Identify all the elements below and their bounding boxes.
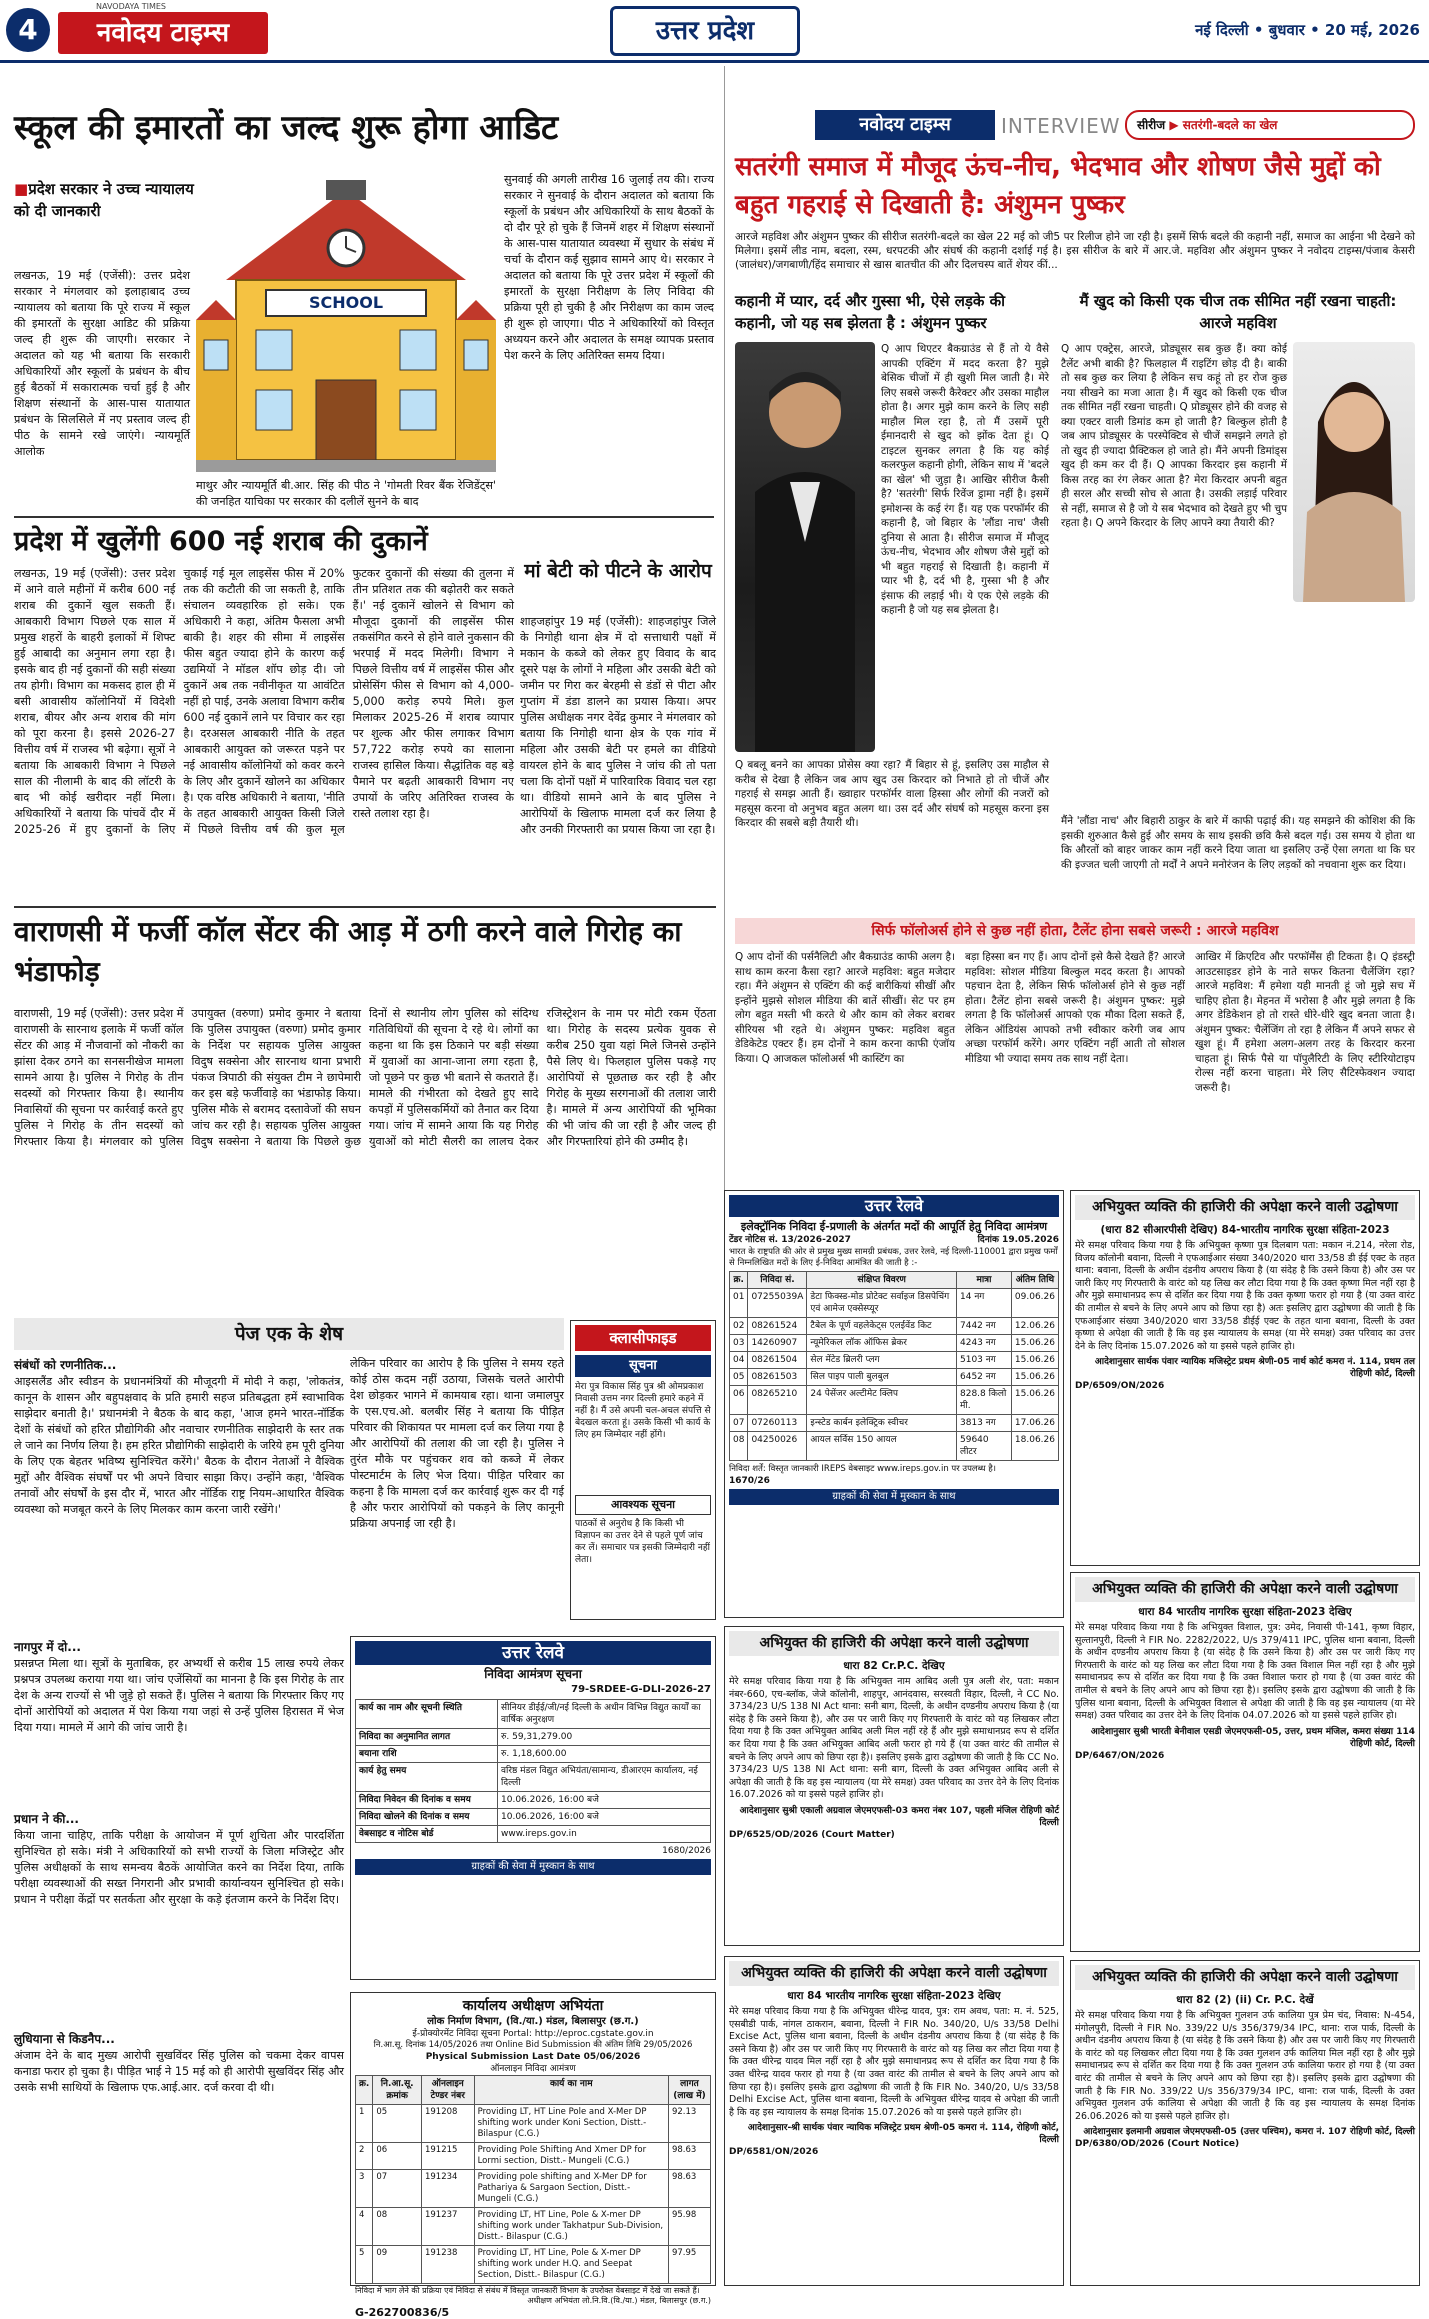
tender2-box [350, 1636, 716, 1980]
tender2-table [355, 1699, 711, 1843]
table-header: क्र. [356, 2076, 373, 2105]
notice-code: DP/6467/ON/2026 [1075, 1750, 1165, 1761]
notice-body: मेरे समक्ष परिवाद किया गया है कि अभियुक्त गुलशन उर्फ कालिया पुत्र प्रेम चंद, निवास: N-454, मंगोलपुरी, दिल्ली ने FIR No. 339/22 U/s 356/379/34 IPC, थाना: राज पार्क, दिल्ली के अधीन दंडनीय अपराध किया है (या संदेह है कि उसने किया है) और उस पर जारी किए गए गिरफ्तारी के वारंट को यह लिखकर लौटा दिया गया है कि उक्त गुलशन उर्फ कालिया मिल नहीं रहा है और मुझे समाधानप्रद रूप से दर्शित कर दिया गया है कि उक्त गुलशन उर्फ कालिया फरार हो गया है (या उक्त वारंट की तामील से बचने के लिए अपने आप को छिपा रहा है)। इसलिए इसके द्वारा उद्घोषणा की जाती है कि FIR No. 339/22 U/s 356/379/34 IPC, थाना: राज पार्क, दिल्ली के उक्त अभियुक्त गुलशन उर्फ कालिया से अपेक्षा की जाती है कि वह इस न्यायालय के समक्ष दिनांक 26.06.2026 को या इससे पहले हाजिर हो। [1075, 2010, 1415, 2122]
school-kicker: ■प्रदेश सरकार ने उच्च न्यायालय को दी जानकारी [14, 180, 194, 220]
table-cell: 191234 [421, 2170, 474, 2208]
table-cell: 59640 लीटर [957, 1432, 1012, 1461]
masthead [0, 0, 1429, 62]
interview-tag: INTERVIEW [1001, 114, 1121, 138]
table-header: अंतिम तिथि [1011, 1272, 1058, 1289]
school-headline: स्कूल की इमारतों का जल्द शुरू होगा आडिट [14, 108, 559, 148]
table-cell: निविदा खोलने की दिनांक व समय [356, 1809, 498, 1826]
table-row [356, 1826, 711, 1843]
tender3-sign: अधीक्षण अभियंता लो.नि.वि.(वि./या.) मंडल, बिलासपुर (छ.ग.) [527, 2296, 711, 2305]
table-cell: निविदा का अनुमानित लागत [356, 1729, 498, 1746]
left-q2: Q बबलू बनने का आपका प्रोसेस क्या रहा? मैं बिहार से हूं, इसलिए उस माहौल से करीब से देखा है लेकिन जब आप खुद उस किरदार को निभाते हो तो चीजें और गहराई से समझ आती हैं। ख्वाहार परफॉर्मर वाला हिस्सा और लोगों की नजरों को महसूस करना वो अनुभव बहुत अलग था। उस दर्द और संघर्ष को महसूस करना इस किरदार की सबसे बड़ी तैयारी थी। [735, 759, 1049, 829]
table-cell: 05 [730, 1369, 748, 1386]
notice-sub: धारा 82 (2) (ii) Cr. P.C. देखें [1176, 1994, 1314, 2006]
table-header: निविदा सं. [748, 1272, 807, 1289]
page-number: 4 [18, 13, 38, 46]
interview-banner-text: सिर्फ फॉलोअर्स होने से कुछ नहीं होता, टैलेंट होना सबसे जरूरी : आरजे महविश [871, 923, 1279, 939]
notice-body: मेरे समक्ष परिवाद किया गया है कि अभियुक्त नाम आबिद अली पुत्र अली शेर, पता: मकान नंबर-660, एच-ब्लॉक, जेजे कॉलोनी, शाहपुर, आनंदवास, सरस्वती विहार, दिल्ली, ने CC No. 3734/23 U/S 138 NI Act थाना: सनी बाग, दिल्ली, के अधीन दण्डनीय अपराध किया है (या संदेह है कि उसने किया है), और उस पर जारी किए गए गिरफ्तारी के वारंट को यह लिखकर लौटा दिया गया है कि उक्त अभियुक्त आबिद अली मिल नहीं रहे हैं और मुझे समाधानप्रद रूप से दर्शित कर दिया गया है कि उक्त अभियुक्त आबिद अली फरार हो गये हैं (या उक्त वारंट की तामील से बचने के लिए अपने आप को छिपा रहा है)। इसलिए इसके द्वारा उद्घोषणा की जाती है कि CC No. 3734/23 U/S 138 NI Act थाना: सनी बाग, दिल्ली के उक्त अभियुक्त आबिद अली से अपेक्षा की जाती है कि वह इस न्यायालय (या मेरे समक्ष) उक्त परिवाद का उत्तर देने के लिए दिनांक 16.07.2026 को या इससे पहले हाजिर हो। [729, 1676, 1059, 1801]
school-illustration [196, 180, 496, 475]
interview-brand [815, 110, 995, 140]
table-cell: 02 [730, 1318, 748, 1335]
table-cell: www.ireps.gov.in [498, 1826, 711, 1843]
notice-head: अभियुक्त की हाजिरी की अपेक्षा करने वाली उद्घोषणा [729, 1631, 1059, 1656]
table-cell: 191238 [421, 2246, 474, 2284]
anshuman-photo [735, 342, 875, 752]
notice-body: मेरे समक्ष परिवाद किया गया है कि अभियुक्त विशाल, पुत्र: उमेद, निवासी पी-141, कृष्ण विहार, सुल्तानपुरी, दिल्ली ने FIR No. 2282/2022, U/s 379/411 IPC, पुलिस थाना बवाना, दिल्ली के अधीन दण्डनीय अपराध किया है (या संदेह है कि उसने किया है) और उस पर जारी किए गए गिरफ्तारी के वारंट को यह लिख कर लौटा दिया गया है कि उक्त विशाल मिल नहीं रहा है और मुझे समाधानप्रद रूप से दर्शित कर दिया गया है कि उक्त विशाल फरार हो गया है (या उक्त वारंट की तामील से बचने के लिए अपने आप को छिपा रहा है)। इसलिए इसके द्वारा उद्घोषणा की जाती है कि पुलिस थाना बवाना, दिल्ली के अभियुक्त विशाल से अपेक्षा की जाती है कि वह इस न्यायालय (या मेरे समक्ष) उक्त परिवाद का उत्तर देने के लिए दिनांक 04.07.2026 को या इससे पहले हाजिर हो। [1075, 1622, 1415, 1722]
table-cell: 2 [356, 2143, 373, 2170]
notice-head: अभियुक्त व्यक्ति की हाजिरी की अपेक्षा करने वाली उद्घोषणा [1075, 1965, 1415, 1990]
table-row [730, 1318, 1059, 1335]
school-body-right: सुनवाई की अगली तारीख 16 जुलाई तय की। राज्य सरकार ने सुनवाई के दौरान अदालत को बताया कि स्कूलों के प्रबंधन और अधिकारियों के साथ बैठकों के दो दौर पूरे हो चुके हैं जिनमें शहर में शिक्षण संस्थानों के आस-पास यातायात व्यवस्था में सुधार के संबंध में चर्चा के दौरान कई सुझाव सामने आए थे। सरकार ने अदालत को बताया कि पूरे उत्तर प्रदेश में स्कूलों की इमारतों के सुरक्षा निरीक्षण के लिए निविदा की प्रक्रिया पूरी हो चुकी है और निरीक्षण का काम जल्द ही शुरू हो जाएगा। पीठ ने अधिकारियों को विस्तृत अध्ययन करने और अदालत के समक्ष व्यापक प्रस्ताव पेश करने के लिए अतिरिक्त समय दिया। [504, 173, 714, 362]
table-cell: 98.63 [668, 2143, 710, 2170]
table-cell: 05 [373, 2105, 422, 2143]
notice-sub: धारा 82 Cr.P.C. देखिए [843, 1660, 945, 1672]
table-cell: 08261504 [748, 1352, 807, 1369]
tender1-table [729, 1271, 1059, 1461]
table-cell: रु. 59,31,279.00 [498, 1729, 711, 1746]
tender3-dates: नि.आ.सू. दिनांक 14/05/2026 तथा Online Bid Submission की अंतिम तिथि 29/05/2026 [373, 2040, 693, 2050]
table-cell: 06 [373, 2143, 422, 2170]
school-sign-label: SCHOOL [308, 293, 384, 312]
page-one-col1 [14, 1356, 344, 2281]
table-cell: 03 [730, 1335, 748, 1352]
table-row [356, 1700, 711, 1729]
mother-headline: मां बेटी को पीटने के आरोप [524, 560, 712, 582]
table-cell: 3813 नग [957, 1415, 1012, 1432]
table-cell: टैबेल के पूर्ण वहलेकेट्स एलईवेंड किट [807, 1318, 957, 1335]
table-cell: 1 [356, 2105, 373, 2143]
table-cell: 24 पेसेंजर अल्टीमेट क्लिप [807, 1386, 957, 1415]
table-cell: सीनियर डीईई/जी/नई दिल्ली के अधीन विभिन्न विद्युत कार्यों का वार्षिक अनुरक्षण [498, 1700, 711, 1729]
table-cell: 10.06.2026, 16:00 बजे [498, 1792, 711, 1809]
table-row [356, 2246, 711, 2284]
interview-brand-text: नवोदय टाइम्स [859, 114, 951, 135]
court-notice [1070, 1572, 1420, 1952]
interview-intro: आरजे महविश और अंशुमन पुष्कर की सीरीज सतरंगी-बदले का खेल 22 मई को जी5 पर रिलीज होने जा रही है। इसमें सिर्फ बदले की कहानी नहीं, समाज का आईना भी देखने को मिलेगा। इसमें लीड नाम, बदला, रस्म, धरपटकी और संघर्ष की कहानी दर्शाई गई है। इस सीरीज के बारे में आर.जे. महविश और अंशुमन पुष्कर ने नवोदय टाइम्स/पंजाब केसरी (जालंधर)/जगबाणी/हिंद समाचार से खास बातचीत की और दिलचस्प बातें शेयर कीं... [735, 231, 1415, 271]
interview-section [724, 66, 1420, 1216]
tender1-title: इलेक्ट्रॉनिक निविदा ई-प्रणाली के अंतर्गत मदों की आपूर्ति हेतु निविदा आमंत्रण [740, 1220, 1048, 1233]
table-cell: 6452 नग [957, 1369, 1012, 1386]
table-row [356, 1746, 711, 1763]
tender3-org: कार्यालय अधीक्षण अभियंता [462, 1998, 604, 2014]
table-row [730, 1352, 1059, 1369]
table-cell: 04250026 [748, 1432, 807, 1461]
table-header: क्र. [730, 1272, 748, 1289]
table-cell: 08261503 [748, 1369, 807, 1386]
rule [14, 516, 714, 518]
court-notice [724, 1626, 1064, 1946]
table-cell: 07255039A [748, 1289, 807, 1318]
section-title: उत्तर प्रदेश [655, 16, 755, 46]
table-cell: 07 [730, 1415, 748, 1432]
series-pre: सीरीज [1137, 118, 1166, 132]
table-row [356, 1729, 711, 1746]
court-notice [1070, 1960, 1420, 2286]
left-column-head: कहानी में प्यार, दर्द और गुस्सा भी, ऐसे लड़के की कहानी, जो यह सब झेलता है : अंशुमन पुष्कर [735, 292, 1006, 332]
notice-code: DP/6525/OD/2026 (Court Matter) [729, 1829, 895, 1840]
varanasi-body: वाराणसी, 19 मई (एजेंसी): उत्तर प्रदेश में वाराणसी के सारनाथ इलाके में फर्जी कॉल सेंटर की आड़ में नौजवानों को नौकरी का झांसा देकर ठगने का सनसनीखेज मामला सामने आया है। पुलिस ने गिरोह के तीन सदस्यों को गिरफ्तार किया है। स्थानीय निवासियों की सूचना पर कार्रवाई करते हुए पुलिस ने गिरोह के तीन सदस्यों को गिरफ्तार किया है। मंगलवार को पुलिस उपायुक्त (वरुणा) प्रमोद कुमार ने बताया कि पुलिस उपायुक्त (वरुणा) प्रमोद कुमार के निर्देश पर सहायक पुलिस आयुक्त विदुष सक्सेना और सारनाथ थाना प्रभारी पंकज त्रिपाठी की संयुक्त टीम ने छापेमारी कर इस बड़े फर्जीवाड़े का भंडाफोड़ किया। पुलिस मौके से बरामद दस्तावेजों की सघन जांच कर रही है। सहायक पुलिस आयुक्त विदुष सक्सेना ने बताया कि पिछले कुछ दिनों से स्थानीय लोग पुलिस को संदिग्ध गतिविधियों की सूचना दे रहे थे। लोगों का कहना था कि इस ठिकाने पर बड़ी संख्या में युवाओं का आना-जाना लगा रहता है, जो पूछने पर कुछ भी बताने से कतराते हैं। मामले की गंभीरता को देखते हुए सादे कपड़ों में पुलिसकर्मियों को तैनात कर दिया गया। जांच में सामने आया कि यह गिरोह युवाओं को मोटी सैलरी का लालच देकर रजिस्ट्रेशन के नाम पर मोटी रकम ऐंठता था। गिरोह के सदस्य प्रत्येक युवक से करीब 250 युवा यहां मिले जिनसे उन्होंने पैसे लिए थे। फिलहाल पुलिस पकड़े गए आरोपियों से पूछताछ कर रही है और गिरोह के मुख्य सरगनाओं की तलाश जारी है। मामले में अन्य आरोपियों की भूमिका की भी जांच की जा रही है और जल्द ही और गिरफ्तारियां होने की उम्मीद है। [14, 1007, 716, 1148]
table-cell: 14260907 [748, 1335, 807, 1352]
table-header: नि.आ.सू. क्रमांक [373, 2076, 422, 2105]
tender3-code: G-262700836/5 [355, 2306, 450, 2319]
brand-logo [58, 12, 268, 54]
classified-body: मेरा पुत्र विकास सिंह पुत्र श्री ओमप्रकाश निवासी उत्तम नगर दिल्ली हमारे कहने में नहीं है। मैं उसे अपनी चल-अचल संपत्ति से बेदखल करता हूं। उसके किसी भी कार्य के लिए हम जिम्मेदार नहीं होंगे। [575, 1382, 711, 1440]
table-cell: Providing LT, HT Line, Pole & X-mer DP shifting work under H.Q. and Seepat Section, Distt.- Bilaspur (C.G.) [474, 2246, 668, 2284]
notice-sign: आदेशानुसार-श्री सार्थक पंवार न्यायिक मजिस्ट्रेट प्रथम श्रेणी-05 कमरा नं. 114, रोहिणी कोर्ट, दिल्ली [747, 2123, 1059, 2146]
table-row [730, 1432, 1059, 1461]
person-photo-icon [1293, 342, 1415, 602]
tender3-last: Physical Submission Last Date 05/06/2026 [425, 2052, 641, 2062]
play-icon: ▶ [1169, 118, 1179, 132]
table-cell: 5103 नग [957, 1352, 1012, 1369]
tender3-note: निविदा में भाग लेने की प्रक्रिया एवं निविदा से संबंध में विस्तृत जानकारी विभाग के उपरोक्त वेबसाइट में देखे जा सकते हैं। [355, 2286, 700, 2295]
table-cell: निविदा निवेदन की दिनांक व समय [356, 1792, 498, 1809]
table-cell: 15.06.26 [1011, 1352, 1058, 1369]
liquor-headline: प्रदेश में खुलेंगी 600 नई शराब की दुकानें [14, 526, 428, 557]
dateline: नई दिल्ली • बुधवार • 20 मई, 2026 [1195, 21, 1420, 39]
table-cell: 5 [356, 2246, 373, 2284]
table-row [356, 1809, 711, 1826]
table-row [730, 1335, 1059, 1352]
notice-head: अभियुक्त व्यक्ति की हाजिरी की अपेक्षा करने वाली उद्घोषणा [1075, 1577, 1415, 1602]
notice-body: मेरे समक्ष परिवाद किया गया है कि अभियुक्त कृष्णा पुत्र दिलबाग पता: मकान नं.214, नरेला रोड, विजय कॉलोनी बवाना, दिल्ली ने एफआईआर संख्या 340/2020 धारा 33/58 डी ईई एक्ट के तहत थाना: बवाना, दिल्ली के अधीन दंडनीय अपराध किया है (या संदेह है कि उसने किया है) और उस पर जारी किए गए गिरफ्तारी के वारंट को यह लिख कर लौटा दिया गया है कि उक्त कृष्णा मिल नहीं रहा है और मुझे समाधानप्रद रूप से दर्शित कर दिया गया है कि उक्त कृष्णा फरार हो गया है (या उक्त वारंट की तामील से बचने के लिए अपने आप को छिपा रहा है) अतः इसलिए द्वारा उद्घोषणा की जाती है कि एफआईआर संख्या 340/2020 धारा 33/58 डीईई एक्ट के तहत थाना बवाना, दिल्ली के उक्त कृष्णा से अपेक्षा की जाती है कि वह इस न्यायालय के समक्ष (या मेरे समक्ष) उक्त परिवाद का उत्तर देने के लिए दिनांक 15.07.2026 को या इससे पहले हाजिर हो। [1075, 1240, 1415, 1352]
table-cell: सिल पाइप पाली बुलबुल [807, 1369, 957, 1386]
table-cell: 92.13 [668, 2105, 710, 2143]
right-qa: Q आप एक्ट्रेस, आरजे, प्रोड्यूसर सब कुछ हैं। क्या कोई टैलेंट अभी बाकी है? फिलहाल मैं राइटिंग छोड़ दी है। बाकी तो सब कुछ कर लिया है लेकिन सच कहूं तो हर रोज कुछ नया सीखने का मजा आता है। मैं खुद को किसी एक चीज तक सीमित नहीं रखना चाहती। Q प्रोड्यूसर होने की वजह से क्या एक्टर वाली डिमांड कम हो जाती है? बिल्कुल होती है जब आप प्रोड्यूसर के परस्पेक्टिव से चीजें समझने लगते हो तो खुद ही ज्यादा प्रैक्टिकल हो जाते हो। मैंने अपनी डिमांड्स खुद ही कम कर दी हैं। Q आपका किरदार इस कहानी में किस तरह का रंग लेकर आता है? मेरा किरदार अपनी बहुत ही सरल और सच्ची सोच से आता है। उसकी लड़ाई परिवार से नहीं, समाज से है जो ये सब भेदभाव को देखते हुए भी चुप रहता है। Q अपने किरदार के लिए आपने क्या तैयारी की? [1061, 343, 1287, 529]
table-cell: 08265210 [748, 1386, 807, 1415]
liquor-body: लखनऊ, 19 मई (एजेंसी): उत्तर प्रदेश में आने वाले महीनों में करीब 600 नई शराब की दुकानें खुल सकती हैं। आबकारी विभाग पिछले एक साल में प्रमुख शहरों के बाहरी इलाकों में शिफ्ट हुई आबादी का अनुमान लगा रहा है। इसके बाद ही नई दुकानों की सही संख्या तय होगी। विभाग का मकसद हाल ही में बसी आवासीय कॉलोनियों में विदेशी शराब, बीयर और अन्य शराब की मांग को पूरा करना है। इससे 2026-27 वित्तीय वर्ष में राजस्व भी बढ़ेगा। सूत्रों ने बताया कि आबकारी विभाग ने पिछले साल की नीलामी के बाद की लॉटरी के बाद भी कोई खरीदार नहीं मिला। अधिकारियों ने बताया कि पांचवें दौर में 2025-26 में हुए दुकानों के लिए चुकाई गई मूल लाइसेंस फीस में 20% तक की कटौती की जा सकती है, ताकि संचालन व्यवहारिक हो सके। एक अधिकारी ने कहा, अंतिम फैसला अभी बाकी है। शहर की सीमा में लाइसेंस फीस बहुत ज्यादा होने के कारण कई उद्यमियों ने मॉडल शॉप छोड़ दी। जो दुकानें अब तक नवीनीकृत या आवंटित नहीं हो पाई, उनके अलावा विभाग करीब 600 नई दुकानें लाने पर विचार कर रहा है। दरअसल आबकारी नीति के तहत आबकारी आयुक्त को जरूरत पड़ने पर नई आवासीय कॉलोनियों को कवर करने के लिए और दुकानें खोलने का अधिकार है। एक वरिष्ठ अधिकारी ने बताया, 'नीति के तहत आबकारी आयुक्त किसी जिले में पिछले वित्तीय वर्ष की कुल मूल फुटकर दुकानों की संख्या की तुलना में तीन प्रतिशत तक की बढ़ोतरी कर सकते हैं।' नई दुकानें खोलने से विभाग को मौजूदा दुकानों की लाइसेंस फीस तकसंगित करने से होने वाले नुकसान की भरपाई में मदद मिलेगी। विभाग ने पिछले वित्तीय वर्ष में लाइसेंस फीस और प्रोसेसिंग फीस से विभाग को 4,000-5,000 करोड़ रुपये मिले। कुल मिलाकर 2025-26 में शराब व्यापार पर शुल्क और फीस लगाकर विभाग 57,722 करोड़ रुपये का सालाना राजस्व हासिल किया। सैद्धांतिक वह बड़े पैमाने पर बढ़ती आबकारी विभाग नए उपायों के जरिए अतिरिक्त राजस्व के रास्ते तलाश रहा है। [14, 567, 514, 836]
tender2-title: निविदा आमंत्रण सूचना [484, 1667, 582, 1681]
series-pill [1125, 110, 1415, 140]
table-row [356, 1763, 711, 1792]
notice-sub: (धारा 82 सीआरपीसी देखिए) 84-भारतीय नागरिक सुरक्षा संहिता-2023 [1100, 1224, 1390, 1236]
table-cell: 08261524 [748, 1318, 807, 1335]
table-cell: Providing Pole Shifting And Xmer DP for Lormi section, Distt.- Mungeli (C.G.) [474, 2143, 668, 2170]
notice-sign: आदेशानुसार इलमानी अग्रवाल जेएमएफसी-05 (उत्तर पश्चिम), कमरा नं. 107 रोहिणी कोर्ट, दिल्ली [1083, 2127, 1415, 2138]
table-cell: Providing LT, HT Line Pole and X-Mer DP shifting work under Koni Section, Distt.- Bilaspur (C.G.) [474, 2105, 668, 2143]
interview-bottom-3: आखिर में क्रिएटिव और परफॉर्मेंस ही टिकता है। Q इंडस्ट्री आउटसाइडर होने के नाते सफर कितना चैलेंजिंग रहा? आरजे महविश: मैं हमेशा यही मानती हूं जो मुझे सच में चाहिए होता है। मेहनत में भरोसा है और मुझे लगता है कि अगर डेडिकेशन हो तो रास्ते धीरे-धीरे खुद बनता जाता है। अंशुमन पुष्कर: चैलेंजिंग तो रहा है लेकिन मैं अपने सफर से खुश हूं। मैं हमेशा अलग-अलग तरह के किरदार करना चाहता हूं। सिर्फ पैसे या पॉपुलैरिटी के लिए स्टीरियोटाइप रोल्स नहीं करना चाहता। मेरे लिए सैटिस्फेक्शन ज्यादा जरूरी है। [1195, 951, 1415, 1094]
table-cell: वरिष्ठ मंडल विद्युत अभियंता/सामान्य, डीआरएम कार्यालय, नई दिल्ली [498, 1763, 711, 1792]
classified-box [570, 1320, 716, 1620]
table-cell: 4243 नग [957, 1335, 1012, 1352]
s3-body: किया जाना चाहिए, ताकि परीक्षा के आयोजन में पूर्ण शुचिता और पारदर्शिता सुनिश्चित हो सके। मंत्री ने अधिकारियों को सभी राज्यों के जिला मजिस्ट्रेट और पुलिस अधीक्षकों के साथ समन्वय बैठकें आयोजित करने का निर्देश दिया, ताकि परीक्षा व्यवस्थाओं की सख्त निगरानी और प्रभावी कार्यान्वयन सुनिश्चित हो सके। प्रधान ने परीक्षा केंद्रों पर सतर्कता और सुरक्षा के कड़े इंतजाम करने के निर्देश दिए। [14, 1829, 344, 1906]
court-notice [724, 1956, 1064, 2286]
table-cell: कार्य हेतु समय [356, 1763, 498, 1792]
table-cell: 04 [730, 1352, 748, 1369]
school-kicker-text: प्रदेश सरकार ने उच्च न्यायालय को दी जानकारी [14, 180, 194, 220]
tender3-table [355, 2075, 711, 2284]
interview-banner [735, 918, 1415, 944]
table-cell: 07260113 [748, 1415, 807, 1432]
tender2-code: 1680/2026 [662, 1846, 711, 1856]
table-cell: 97.95 [668, 2246, 710, 2284]
table-header: मात्रा [957, 1272, 1012, 1289]
table-cell: 95.98 [668, 2208, 710, 2246]
table-cell: 15.06.26 [1011, 1335, 1058, 1352]
table-row [730, 1289, 1059, 1318]
table-cell: 191215 [421, 2143, 474, 2170]
table-cell: 191208 [421, 2105, 474, 2143]
table-cell: Providing pole shifting and X-Mer DP for Pathariya & Sargaon Section, Distt.- Mungeli (C.G.) [474, 2170, 668, 2208]
page-one-banner-text: पेज एक के शेष [234, 1323, 344, 1345]
table-row [356, 1792, 711, 1809]
notice-head: अभियुक्त व्यक्ति की हाजिरी की अपेक्षा करने वाली उद्घोषणा [1075, 1195, 1415, 1220]
s2-body: प्रसन्नप्त मिला था। सूत्रों के मुताबिक, हर अभ्यर्थी से करीब 15 लाख रुपये लेकर प्रश्नपत्र उपलब्ध कराया गया था। जांच एजेंसियों का मानना है कि इस गिरोह के तार देश के अन्य राज्यों से भी जुड़े हो सकते हैं। पुलिस ने बताया कि गिरफ्तार किए गए दोनों आरोपियों को अदालत में पेश किया गया जहां से उन्हें पुलिस हिरासत में भेज दिया गया। मामले में आगे की जांच जारी है। [14, 1657, 344, 1734]
s1-body: आइसलैंड और स्वीडन के प्रधानमंत्रियों की मौजूदगी में मोदी ने कहा, 'लोकतंत्र, कानून के शासन और बहुपक्षवाद के प्रति हमारी सहज प्रतिबद्धता हमें स्वाभाविक साझेदार बनाती है।' प्रधानमंत्री ने बैठक के बाद कहा, 'आज हमने भारत-नॉर्डिक देशों के संबंधों को हरित प्रौद्योगिकी और नवाचार रणनीतिक साझेदारी के स्तर तक ले जाने का निर्णय लिया है। हम हरित प्रौद्योगिकी साझेदारी के जरिये हम पूरी दुनिया के लिए एक बेहतर भविष्य सुनिश्चित करेंगे।' बैठक के दौरान नेताओं ने वैश्विक मुद्दों और वैश्विक संघर्षों पर भी अपने विचार साझा किए। उन्होंने कहा, 'वैश्विक तनावों और संघर्षों के इस दौर में, भारत और नॉर्डिक राष्ट्र नियम-आधारित वैश्विक व्यवस्था को मजबूत करने के लिए मिलकर काम करना जारी रखेंगे।' [14, 1375, 344, 1516]
table-row [356, 2170, 711, 2208]
classified-head: क्लासीफाइड [575, 1325, 711, 1351]
tender2-ref: 79-SRDEE-G-DLI-2026-27 [571, 1684, 711, 1695]
table-cell: वेबसाइट व नोटिस बोर्ड [356, 1826, 498, 1843]
s2-title: नागपुर में दो... [14, 1640, 81, 1654]
s4-title: लुधियाना से किडनैप... [14, 2032, 115, 2046]
notice-code: DP/6380/OD/2026 (Court Notice) [1075, 2139, 1240, 2150]
tender1-intro: भारत के राष्ट्रपति की ओर से प्रमुख मुख्य सामग्री प्रबंधक, उत्तर रेलवे, नई दिल्ली-110001 द्वारा प्रमुख फर्मों से निम्नलिखित मदों के लिए ई-निविदा आमंत्रित की जाती है :- [729, 1247, 1058, 1268]
page-number-badge [6, 8, 50, 52]
tender1-refline [729, 1234, 1059, 1247]
table-row [356, 2208, 711, 2246]
table-header: लागत (लाख में) [668, 2076, 710, 2105]
table-cell: बयाना राशि [356, 1746, 498, 1763]
table-cell: 98.63 [668, 2170, 710, 2208]
court-notice [1070, 1190, 1420, 1566]
tender1-tagline: ग्राहकों की सेवा में मुस्कान के साथ [729, 1489, 1059, 1505]
table-cell: 10.06.2026, 16:00 बजे [498, 1809, 711, 1826]
table-cell: 08 [730, 1432, 748, 1461]
table-cell: 06 [730, 1386, 748, 1415]
masthead-rule [0, 60, 1429, 63]
notice-sign: आदेशानुसार सुश्री भारती बेनीवाल एसडी जेएमएफसी-05, उत्तर, प्रथम मंजिल, कमरा संख्या 114 रोहिणी कोर्ट, दिल्ली [1090, 1726, 1415, 1749]
table-cell: रु. 1,18,600.00 [498, 1746, 711, 1763]
notice-code: DP/6581/ON/2026 [729, 2147, 819, 2158]
table-cell: 12.06.26 [1011, 1318, 1058, 1335]
school-caption-text: माथुर और न्यायमूर्ति बी.आर. सिंह की पीठ ने 'गोमती रिवर बैंक रेजिडेंट्स' की जनहित याचिका पर सरकार की दलीलें सुनने के बाद [196, 479, 496, 508]
table-cell: 15.06.26 [1011, 1386, 1058, 1415]
tender2-org: उत्तर रेलवे [355, 1641, 711, 1665]
notice-code: DP/6509/ON/2026 [1075, 1381, 1165, 1392]
notice-sub: धारा 84 भारतीय नागरिक सुरक्षा संहिता-2023 देखिए [1138, 1606, 1352, 1618]
table-cell: इन्स्टेड कार्बन इलेक्ट्रिक स्वीचर [807, 1415, 957, 1432]
tender1-date: दिनांक 19.05.2026 [977, 1235, 1059, 1245]
classified-sub: सूचना [575, 1355, 711, 1377]
interview-bottom-2: बड़ा हिस्सा बन गए हैं। आप दोनों इसे कैसे देखते हैं? आरजे महविश: सोशल मीडिया बिल्कुल मदद करता है। आपको पहचान देता है, लेकिन सिर्फ फॉलोअर्स होने से कुछ नहीं होता। टैलेंट होना सबसे जरूरी है। अंशुमन पुष्कर: मुझे लगता है कि फॉलोअर्स आपको एक मौका दिला सकते हैं, लेकिन ऑडियंस आपको तभी स्वीकार करेगी जब आप अच्छा परफॉर्म करेंगे। अगर एक्टिंग नहीं आती तो सोशल मीडिया भी ज्यादा समय तक साथ नहीं देता। [965, 951, 1185, 1065]
tender3-box [350, 1992, 716, 2319]
table-cell: 15.06.26 [1011, 1369, 1058, 1386]
table-cell: सेल मेंटेड ब्रिलरी प्लग [807, 1352, 957, 1369]
school-body-left: लखनऊ, 19 मई (एजेंसी): उत्तर प्रदेश सरकार ने मंगलवार को इलाहाबाद उच्च न्यायालय को बताया कि पूरे राज्य में स्कूल की इमारतों के सुरक्षा आडिट की प्रक्रिया जल्द ही शुरू की जाएगी। सरकार ने अदालत को यह भी बताया कि सरकारी अधिकारियों और स्कूलों के प्रबंधन के बीच हुई बैठकों में सकारात्मक चर्चा हुई है और शिक्षण संस्थानों के आस-पास यातायात प्रबंधन के सिलसिले में नए प्रस्ताव जल्द ही पीठ के सामने रखे जाएंगे। न्यायमूर्ति आलोक [14, 269, 190, 458]
mother-body: शाहजहांपुर 19 मई (एजेंसी): शाहजहांपुर जिले के निगोही थाना क्षेत्र में दो सत्ताधारी पक्षों में मकान के कब्जे को लेकर हुए विवाद के बाद दूसरे पक्ष के लोगों ने महिला और उसकी बेटी को जमीन पर गिरा कर बेरहमी से डंडों से पीटा और गुप्तांग में डंडा डालने का प्रयास किया। अपर पुलिस अधीक्षक नगर देवेंद्र कुमार ने मंगलवार को बताया कि निगोही थाना क्षेत्र के एक गांव में महिला और उसकी बेटी पर हमले का वीडियो वायरल होने के बाद पुलिस ने जांच की तो पता चला कि दोनों पक्षों में पारिवारिक विवाद चल रहा था। वीडियो सामने आने के बाद पुलिस ने आरोपियों के खिलाफ मामला दर्ज कर लिया है और उनकी गिरफ्तारी का प्रयास किया जा रहा है। [520, 615, 716, 836]
interview-headline: सतरंगी समाज में मौजूद ऊंच-नीच, भेदभाव और शोषण जैसे मुद्दों को बहुत गहराई से दिखाती है: अंशुमन पुष्कर [735, 152, 1381, 220]
table-cell: आयल सर्विस 150 आयल [807, 1432, 957, 1461]
tender3-sub: ऑनलाइन निविदा आमंत्रण [490, 2064, 576, 2074]
small-brand: NAVODAYA TIMES [96, 2, 167, 11]
table-cell: 14 नग [957, 1289, 1012, 1318]
table-cell: 3 [356, 2170, 373, 2208]
table-cell: 09.06.26 [1011, 1289, 1058, 1318]
tender2-tagline: ग्राहकों की सेवा में मुस्कान के साथ [355, 1859, 711, 1875]
varanasi-headline: वाराणसी में फर्जी कॉल सेंटर की आड़ में ठगी करने वाले गिरोह का भंडाफोड़ [14, 915, 682, 988]
table-cell: 4 [356, 2208, 373, 2246]
mahvish-photo [1293, 342, 1415, 602]
table-row [730, 1415, 1059, 1432]
table-cell: डेटा फिक्स्ड-मोड प्रोटेक्ट सर्वाइज डिसपेचिंग एवं आमेज एक्सेस्प्यूर [807, 1289, 957, 1318]
s4-body: अंजाम देने के बाद मुख्य आरोपी सुखविंदर सिंह पुलिस को चकमा देकर वापस कनाडा फरार हो चुका है। पीड़ित भाई ने 15 मई को ही आरोपी सुखविंदर सिंह और उसके सभी साथियों के खिलाफ एफ.आई.आर. दर्ज करवा दी थी। [14, 2049, 344, 2094]
person-photo-icon [735, 342, 875, 752]
notice-sub: धारा 84 भारतीय नागरिक सुरक्षा संहिता-2023 देखिए [787, 1990, 1001, 2002]
series-name: सतरंगी-बदले का खेल [1182, 118, 1278, 132]
table-row [730, 1369, 1059, 1386]
table-cell: 828.8 किलो मी. [957, 1386, 1012, 1415]
notice-sign: आदेशानुसार सुश्री एकाली अग्रवाल जेएमएफसी-03 कमरा नंबर 107, पहली मंजिल रोहिणी कोर्ट दिल्ली [739, 1805, 1059, 1828]
table-header: कार्य का नाम [474, 2076, 668, 2105]
tender1-footnote: निविदा शर्तें: विस्तृत जानकारी IREPS वेबसाइट www.ireps.gov.in पर उपलब्ध है। [729, 1464, 997, 1474]
left-qa: Q आप थिएटर बैकग्राउंड से हैं तो ये वैसे आपकी एक्टिंग में मदद करता है? मुझे बेसिक चीजों में ही खुशी मिल जाती है। मेरे लिए सबसे जरूरी कैरेक्टर और उसका माहौल होता है। अगर मुझे काम करने के लिए सही माहौल मिल रहा है, तो मैं उसमें पूरी ईमानदारी से खुद को झोंक देता हूं। Q टाइटल सुनकर लगता है कि यह कोई कलरफुल कहानी होगी, लेकिन साथ में 'बदले का खेल' भी जुड़ा है। आखिर सीरीज कैसी है? 'सतरंगी' सिर्फ रिवेंज ड्रामा नहीं है। इसमें इमोशन्स के कई रंग हैं। यह एक परफॉर्मर की कहानी है, जो बिहार के 'लौंडा नाच' जैसी दुनिया से आता है। सीरीज समाज में मौजूद ऊंच-नीच, भेदभाव और शोषण जैसे मुद्दों को भी बहुत गहराई से दिखाती है। कहानी में प्यार भी है, दर्द भी है, गुस्सा भी है और इंसाफ की लड़ाई भी। ये एक ऐसे लड़के की कहानी है जो यह सब झेलता है। [881, 343, 1049, 616]
table-cell: 07 [373, 2170, 422, 2208]
right-q2: मैंने 'लौंडा नाच' और बिहारी ठाकुर के बारे में काफी पढ़ाई की। यह समझने की कोशिश की कि इसकी शुरुआत कैसे हुई और समय के साथ इसकी छवि कैसे बदल गई। उस समय ये होता था कि औरतों को बाहर जाकर काम नहीं करने दिया जाता था इसलिए उन्हें ऐसा लगता था कि घर की इज्जत चली जाएगी तो मर्दों ने अपने मनोरंजन के लिए लड़कों को नचवाना शुरू कर दिया। [1061, 815, 1415, 871]
table-header: संक्षिप्त विवरण [807, 1272, 957, 1289]
section-tab [610, 6, 800, 56]
tender1-ref: टेंडर नोटिस सं. 13/2026-2027 [729, 1235, 851, 1245]
table-cell: 18.06.26 [1011, 1432, 1058, 1461]
s3-title: प्रधान ने की... [14, 1812, 79, 1826]
table-cell: न्यूमेरिकल लॉक ऑफिस ब्रेकर [807, 1335, 957, 1352]
table-header: ऑनलाइन टेण्डर नंबर [421, 2076, 474, 2105]
table-cell: कार्य का नाम और सूचनी स्थिति [356, 1700, 498, 1729]
notice-head: अभियुक्त व्यक्ति की हाजिरी की अपेक्षा करने वाली उद्घोषणा [729, 1961, 1059, 1986]
brand-name: नवोदय टाइम्स [96, 18, 230, 48]
school-building-icon [196, 180, 496, 475]
table-cell: 191237 [421, 2208, 474, 2246]
table-cell: 17.06.26 [1011, 1415, 1058, 1432]
right-column-head: मैं खुद को किसी एक चीज तक सीमित नहीं रखना चाहती: आरजे महविश [1079, 292, 1397, 332]
page-one-banner [14, 1318, 564, 1350]
table-cell: 09 [373, 2246, 422, 2284]
classified-body2: पाठकों से अनुरोध है कि किसी भी विज्ञापन का उत्तर देने से पहले पूर्ण जांच कर लें। समाचार पत्र इसकी जिम्मेदारी नहीं लेता। [575, 1519, 710, 1565]
table-cell: Providing LT, HT Line, Pole & X-mer DP shifting work under Takhatpur Sub-Division, Distt.- Bilaspur (C.G.) [474, 2208, 668, 2246]
tender1-org: उत्तर रेलवे [729, 1195, 1059, 1217]
table-cell: 08 [373, 2208, 422, 2246]
notice-sign: आदेशानुसार सार्थक पंवार न्यायिक मजिस्ट्रेट प्रथम श्रेणी-05 नार्थ कोर्ट कमरा नं. 114, प्रथम तल रोहिणी कोर्ट, दिल्ली [1094, 1357, 1415, 1380]
table-row [730, 1386, 1059, 1415]
table-row [356, 2105, 711, 2143]
tender1-code: 1670/26 [729, 1476, 770, 1486]
s1-title: संबंधों को रणनीतिक... [14, 1358, 117, 1372]
rule [14, 906, 716, 908]
table-cell: 7442 नग [957, 1318, 1012, 1335]
notice-body: मेरे समक्ष परिवाद किया गया है कि अभियुक्त धीरेन्द्र यादव, पुत्र: राम अवध, पता: म. नं. 525, एसबीडी पार्क, नांगल ठाकरान, बवाना, दिल्ली ने FIR No. 340/20, U/s 33/58 Delhi Excise Act, पुलिस थाना बवाना, दिल्ली के अधीन दंडनीय अपराध किया है (या संदेह है कि उसने किया है) और उस पर जारी किए गए गिरफ्तारी के वारंट को यह लिख कर लौटा दिया गया है कि उक्त धीरेन्द्र यादव मिल नहीं रहा है और मुझे समाधानप्रद रूप से दर्शित कर दिया गया है कि उक्त धीरेन्द्र यादव फरार हो गया है (या उक्त वारंट की तामील से बचने के लिए अपने आप को छिपा रहा है)। इसलिए इसके द्वारा उद्घोषणा की जाती है कि FIR No. 340/20, U/s 33/58 Delhi Excise Act, पुलिस थाना बवाना, दिल्ली के अभियुक्त धीरेन्द्र यादव से अपेक्षा की जाती है कि वह इस न्यायालय के समक्ष दिनांक 15.07.2026 को या इससे पहले हाजिर हो। [729, 2006, 1059, 2118]
interview-bottom-1: Q आप दोनों की पर्सनैलिटी और बैकग्राउंड काफी अलग है। साथ काम करना कैसा रहा? आरजे महविश: बहुत मजेदार रहा। मैंने अंशुमन से एक्टिंग की कई बारीकियां सीखीं और इन्होंने मुझसे सोशल मीडिया की बातें सीखीं। सेट पर हम लोग बहुत मस्ती भी करते थे और काम को लेकर बराबर सीरियस भी रहते थे। अंशुमन पुष्कर: महविश बहुत डेडिकेटेड एक्टर हैं। हम दोनों ने काम करना काफी एंजॉय किया। Q आजकल फॉलोअर्स भी कास्टिंग का [735, 951, 955, 1065]
tender1-box [724, 1190, 1064, 1618]
tender3-portal: ई-प्रोक्योरमेंट निविदा सूचना Portal: http://eproc.cgstate.gov.in [412, 2029, 654, 2039]
table-cell: 01 [730, 1289, 748, 1318]
table-row [356, 2143, 711, 2170]
tender3-dept: लोक निर्माण विभाग, (वि./या.) मंडल, बिलासपुर (छ.ग.) [427, 2016, 639, 2027]
page-one-col2: लेकिन परिवार का आरोप है कि पुलिस ने समय रहते कोई ठोस कदम नहीं उठाया, जिसके चलते आरोपी देश छोड़कर भागने में कामयाब रहा। थाना जमालपुर के एस.एच.ओ. बलबीर सिंह ने बताया कि पीड़ित परिवार की शिकायत पर मामला दर्ज कर लिया गया है और आरोपियों की तलाश की जा रही है। पुलिस ने तुरंत मौके पर पहुंचकर शव को कब्जे में लेकर पोस्टमार्टम के लिए भेज दिया। पीड़ित परिवार का कहना है कि मामला दर्ज कर कार्रवाई शुरू कर दी गई है और फरार आरोपियों को पकड़ने के लिए कानूनी प्रक्रिया अपनाई जा रही है। [350, 1357, 564, 1530]
classified-sub2: आवश्यक सूचना [575, 1495, 711, 1515]
